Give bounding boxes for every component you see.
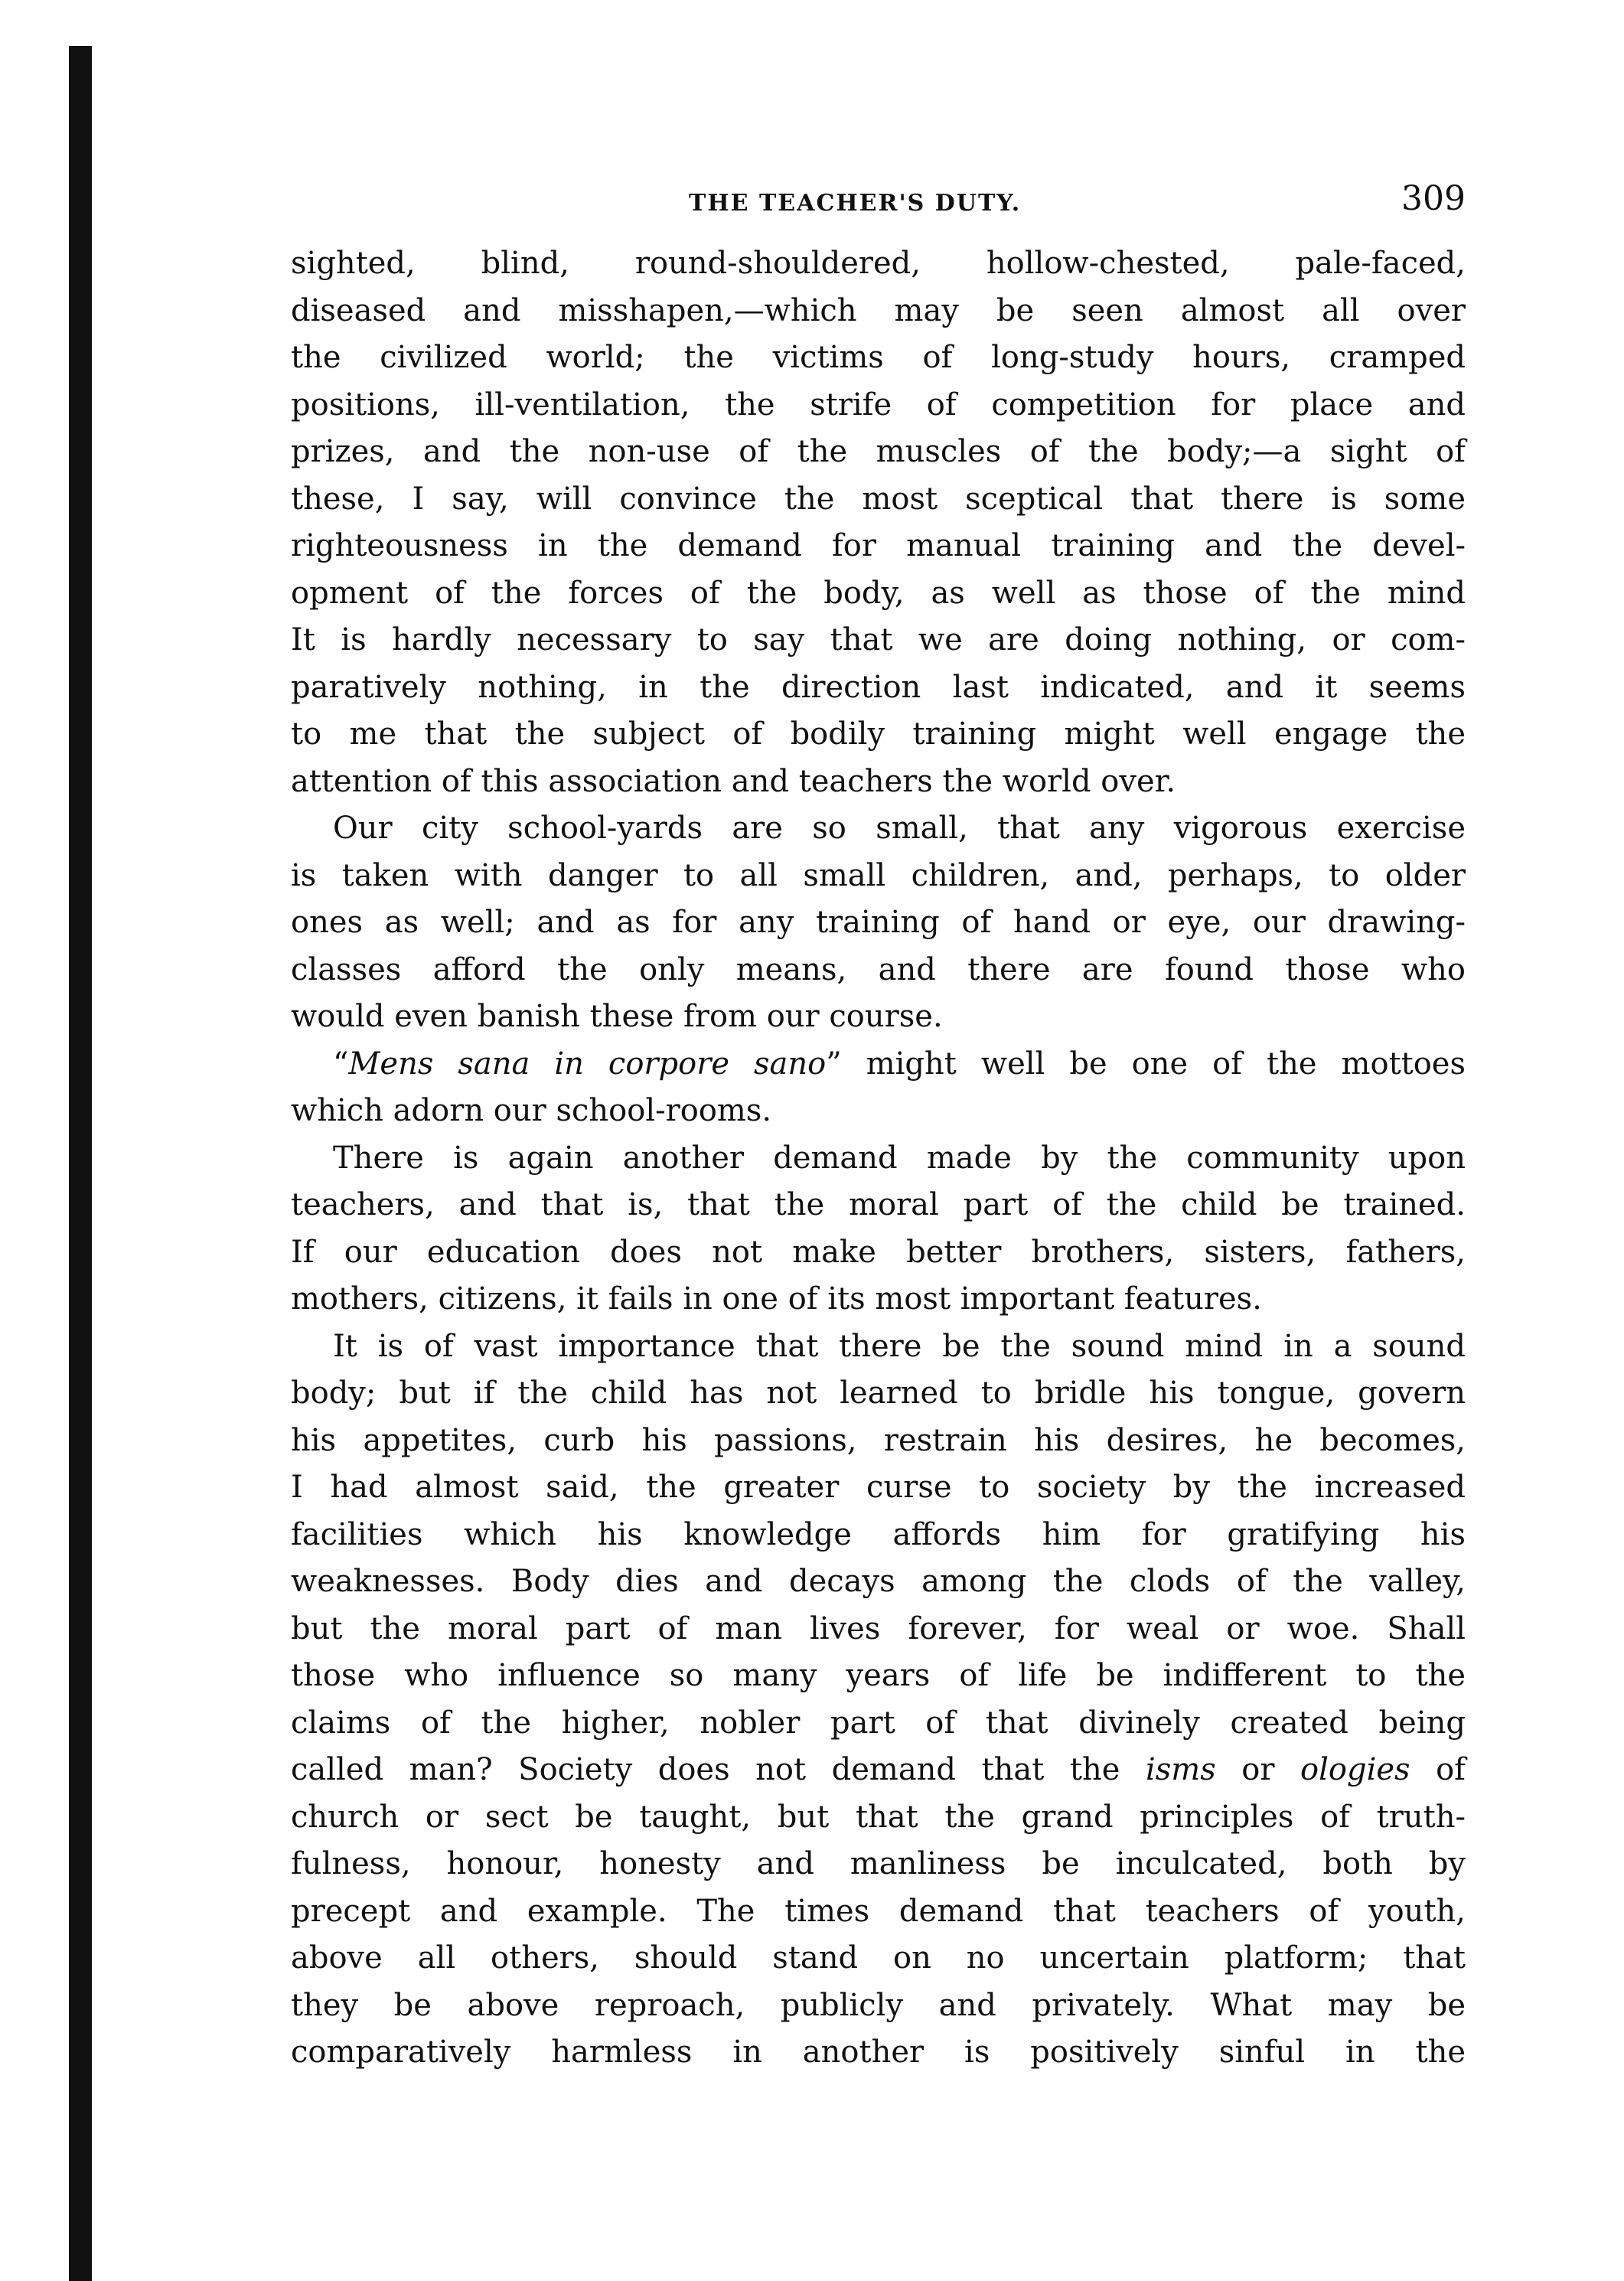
text-line: which adorn our school-rooms. xyxy=(291,1093,772,1128)
paragraph-1 xyxy=(291,240,1466,805)
text-line: prizes, and the non-use of the muscles of the body;—a sight of xyxy=(291,434,1466,469)
paragraph-3 xyxy=(291,1041,1466,1135)
scan-page-edge xyxy=(69,46,92,2281)
running-head xyxy=(291,176,1466,230)
text-line: paratively nothing, in the direction last indicated, and it seems xyxy=(291,669,1466,705)
text-line: positions, ill-ventilation, the strife of competition for place and xyxy=(291,387,1466,423)
text-line: above all others, should stand on no uncertain platform; that xyxy=(291,1940,1466,1976)
text-line: precept and example. The times demand that teachers of youth, xyxy=(291,1893,1466,1929)
text-line xyxy=(291,1041,1466,1088)
text-fragment: called man? Society does not demand that the xyxy=(291,1752,1146,1787)
text-line: I had almost said, the greater curse to society by the increased xyxy=(291,1470,1466,1505)
text-line: body; but if the child has not learned to bridle his tongue, govern xyxy=(291,1375,1466,1411)
text-line: classes afford the only means, and there are found those who xyxy=(291,951,1466,987)
text-line: is taken with danger to all small children, and, perhaps, to older xyxy=(291,857,1466,893)
text-line: It is hardly necessary to say that we are doing nothing, or com- xyxy=(291,622,1466,658)
text-line: teachers, and that is, that the moral part of the child be trained. xyxy=(291,1187,1466,1222)
text-line: There is again another demand made by the community upon xyxy=(333,1140,1466,1176)
paragraph-4 xyxy=(291,1135,1466,1323)
text-line: diseased and misshapen,—which may be seen almost all over xyxy=(291,292,1466,328)
text-line: righteousness in the demand for manual training and the devel- xyxy=(291,528,1466,563)
paragraph-2 xyxy=(291,805,1466,1041)
text-line: attention of this association and teachers the world over. xyxy=(291,763,1176,799)
open-quote: “ xyxy=(333,1046,349,1082)
text-fragment: or xyxy=(1215,1752,1300,1787)
text-line: opment of the forces of the body, as well as those of the mind xyxy=(291,575,1466,611)
text-line: but the moral part of man lives forever, for weal or woe. Shall xyxy=(291,1610,1466,1646)
text-fragment: of xyxy=(1410,1752,1466,1787)
text-line: those who influence so many years of life be indifferent to the xyxy=(291,1658,1466,1693)
body-text xyxy=(291,240,1466,2077)
text-fragment: might well be one of the mottoes xyxy=(841,1046,1466,1082)
text-line: mothers, citizens, it fails in one of its most important features. xyxy=(291,1281,1262,1317)
text-line: his appetites, curb his passions, restrain his desires, he becomes, xyxy=(291,1422,1466,1458)
text-line: ones as well; and as for any training of hand or eye, our drawing- xyxy=(291,905,1466,940)
book-page xyxy=(291,176,1466,2077)
text-line xyxy=(291,1747,1466,1794)
italic-isms: isms xyxy=(1145,1752,1216,1787)
text-line: would even banish these from our course. xyxy=(291,999,943,1034)
text-line: fulness, honour, honesty and manliness be inculcated, both by xyxy=(291,1846,1466,1881)
text-line: sighted, blind, round-shouldered, hollow-chested, pale-faced, xyxy=(291,246,1466,281)
text-line: they be above reproach, publicly and privately. What may be xyxy=(291,1987,1466,2023)
latin-motto: Mens sana in corpore sano xyxy=(348,1046,827,1082)
text-line: comparatively harmless in another is positively sinful in the xyxy=(291,2035,1466,2070)
text-line: Our city school-yards are so small, that any vigorous exercise xyxy=(333,811,1466,846)
page-number: 309 xyxy=(1401,179,1466,218)
text-line: claims of the higher, nobler part of that divinely created being xyxy=(291,1705,1466,1741)
text-line: to me that the subject of bodily training might well engage the xyxy=(291,716,1466,752)
text-line: It is of vast importance that there be the sound mind in a sound xyxy=(333,1328,1466,1364)
paragraph-5 xyxy=(291,1323,1466,2077)
text-line: the civilized world; the victims of long-study hours, cramped xyxy=(291,340,1466,375)
italic-ologies: ologies xyxy=(1300,1752,1410,1787)
close-quote: ” xyxy=(826,1046,842,1082)
text-line: church or sect be taught, but that the grand principles of truth- xyxy=(291,1799,1466,1835)
text-line: these, I say, will convince the most sceptical that there is some xyxy=(291,481,1466,517)
text-line: If our education does not make better brothers, sisters, fathers, xyxy=(291,1234,1466,1270)
text-line: weaknesses. Body dies and decays among the clods of the valley, xyxy=(291,1564,1466,1599)
text-line: facilities which his knowledge affords him for gratifying his xyxy=(291,1516,1466,1552)
running-head-title: THE TEACHER'S DUTY. xyxy=(689,190,1022,217)
